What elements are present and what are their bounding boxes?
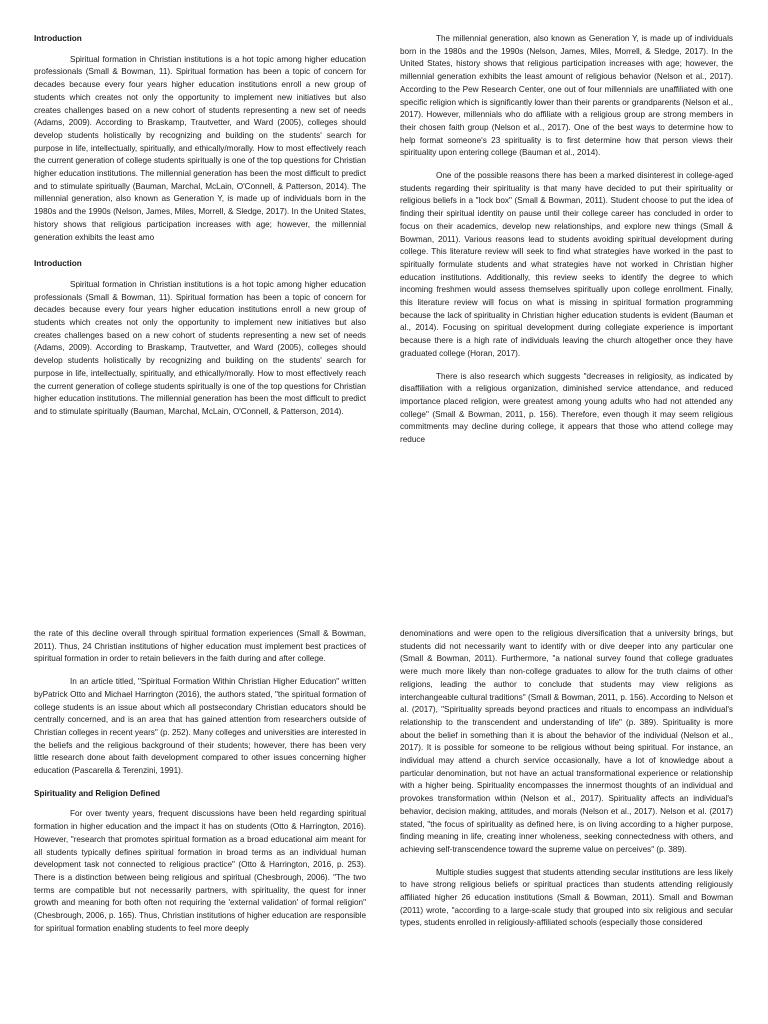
paragraph: For over twenty years, frequent discussions have been held regarding spiritual formation in higher education and the impact it has on students (Otto & Harrington, 2016). However, "research that promotes spiritual formation as a broad educational aim meant for all students typically defines spiritual formation in broad terms as an individual human development task not connected to religious practice" (Otto & Harrington, 2016, p. 253). There is a distinction between being religious and spiritual (Chesbrough, 2006). "The two terms are compatible but not necessarily partners, with spirituality, the quest for inner growth and meaning for both often not requiring the 'external validation' of formal religion" (Chesbrough, 2006, p. 165). Thus, Christian institutions of higher education are responsible for spiritual formation enabling students to feel more deeply <box>34 809 366 933</box>
section-heading: Introduction <box>34 259 82 269</box>
paragraph: In an article titled, "Spiritual Formation Within Christian Higher Education" written byPatrick Otto and Michael Harrington (2016), the authors stated, "the spiritual formation of college students is an issue about which all postsecondary Christian educators should be centrally concerned, and is an area that has gained attention from researchers outside of Christian colleges in recent years" (p. 252). Many colleges and universities are interested in the beliefs and the religious background of their students; however, there has been very little research done about faith development compared to other issues concerning higher education (Pascarella & Terenzini, 1991). <box>34 677 366 776</box>
column-left <box>34 628 366 945</box>
section-heading: Spirituality and Religion Defined <box>34 788 161 798</box>
paragraph: Spiritual formation in Christian institutions is a hot topic among higher education professionals (Small & Bowman, 11). Spiritual formation has been a topic of concern for decades because every four years higher education institutions enroll a new group of students which creates not only the opportunity to implement new initiatives but also creates challenges based on a new cohort of students representing a new set of needs (Adams, 2009). According to Braskamp, Trautvetter, and Ward (2005), colleges should develop students holistically by recognizing and building on the students' search for purpose in life, intellectually, spiritually, and ethically/morally. How to most effectively reach the current generation of college students spiritually is one of the top questions for Christian higher education institutions. The millennial generation has been the most difficult to predict and to stimulate spiritually (Bauman, Marchal, McLain, O'Connell, & Patterson, 2014). The millennial generation, also known as Generation Y, is made up of individuals born in the 1980s and the 1990s (Nelson, James, Miles, Morrell, & Sledge, 2017). In the United States, history shows that religious participation increases with age; however, the millennial generation exhibits the least amo <box>34 54 366 242</box>
paragraph: Multiple studies suggest that students attending secular institutions are less likely to have strong religious beliefs or spiritual practices than students attending religiously affiliated higher 26 education institutions (Small & Bowman, 2011). Small and Bowman (2011) wrote, "according to a large-scale study that grouped into six religious and secular types, students enrolled in religiously-affiliated schools (especially those considered <box>400 867 733 928</box>
column-right <box>400 33 733 457</box>
paragraph: denominations and were open to the religious diversification that a university brings, but students did not necessarily want to identify with or dive deeper into any particular one (Small & Bowman, 2011). Furthermore, "a national survey found that college graduates were much more likely than non-college graduates to allow for the truth claims of other religions, leading the author to conclude that students may view religions as interchangeable cultural traditions" (Small & Bowman, 2011, p. 156). According to Nelson et al. (2017), "Spirituality spreads beyond practices and rituals to encompass an individual's relationship to the transcendent and understanding of life" (p. 389). Spirituality is more about the belief in something than it is about the behavior of the individual (Nelson et al., 2017). It is possible for someone to be religious without being spiritual. For instance, an individual may attend a church service occasionally, have a lot of knowledge about a particular denomination, but not have an actual transformational experience or relationship with a higher being. Spirituality encompasses the innermost thoughts of an individual and provokes transformation within (Nelson et al., 2017). Spirituality affects an individual's behavior, decision making, attitudes, and morals (Nelson et al., 2017). Nelson et al. (2017) stated, "the focus of spirituality as defined here, is on living according to a higher purpose, finding meaning in life, creating inner wholeness, seeking connectedness with others, and achieving self-transcendence toward the supreme value on perceives" (p. 389). <box>400 629 733 854</box>
paragraph: The millennial generation, also known as Generation Y, is made up of individuals born in the 1980s and the 1990s (Nelson, James, Miles, Morrell, & Sledge, 2017). In the United States, history shows that religious participation increases with age; however, the millennial generation exhibits the least amount of religious behavior (Nelson et al., 2017). According to the Pew Research Center, one out of four millennials are unaffiliated with one specific religion which is significantly lower than their parents or grandparents (Nelson et al., 2017). However, millennials who do affiliate with a religious group are strong members in their chosen faith group (Nelson et al., 2017). One of the best ways to determine how to help format someone's 23 spirituality is to first determine how that person views their spirituality upon entering college (Bauman et al., 2014). <box>400 34 733 158</box>
column-left <box>34 33 366 429</box>
page-bottom <box>0 600 768 1024</box>
paragraph: One of the possible reasons there has been a marked disinterest in college-aged students regarding their spirituality is that many have decided to put their spirituality or religious beliefs in a "lock box" (Small & Bowman, 2011). Student choose to put the idea of finding their spiritual identity on pause until their college career has concluded in order to focus on their academics, develop new relationships, and explore new things (Small & Bowman, 2011). Various reasons lead to students avoiding spiritual development during college. This literature review will seek to find what strategies have worked in the past to spiritually formulate students and what strategies have not worked in Christian higher education institutions. Additionally, this review seeks to identify the degree to which incoming freshmen would assess themselves spiritually upon college enrollment. Finally, this literature review will focus on what is missing in spiritual formation programming because the lack of spirituality in Christian higher education students is evident (Bauman et al., 2014). Focusing on spiritual development during collegiate experience is important because there is a high rate of individuals leaving the church altogether once they have graduated college (Horan, 2017). <box>400 171 733 358</box>
paragraph: Spiritual formation in Christian institutions is a hot topic among higher education professionals (Small & Bowman, 11). Spiritual formation has been a topic of concern for decades because every four years higher education institutions enroll a new group of students which creates not only the opportunity to implement new initiatives but also creates challenges based on a new cohort of students representing a new set of needs (Adams, 2009). According to Braskamp, Trautvetter, and Ward (2005), colleges should develop students holistically by recognizing and building on the students' search for purpose in life, intellectually, spiritually, and ethically/morally. How to most effectively reach the current generation of college students spiritually is one of the top questions for Christian higher education institutions. The millennial generation has been the most difficult to predict and to stimulate spiritually (Bauman, Marchal, McLain, O'Connell, & Patterson, 2014). <box>34 279 366 416</box>
paragraph: There is also research which suggests "decreases in religiosity, as indicated by disaffiliation with a religious organization, diminished service attendance, and reduced importance placed religion, were greatest among young adults who had not attended any college" (Small & Bowman, 2011, p. 156). Therefore, even though it may seem religious commitments may decline during college, it appears that those who attend college may reduce <box>400 371 733 445</box>
column-right <box>400 628 733 940</box>
paragraph: the rate of this decline overall through spiritual formation experiences (Small & Bowman, 2011). Thus, 24 Christian institutions of higher education must implement best practices of spiritual formation in order to retain believers in the faith during and after college. <box>34 629 366 664</box>
section-heading: Introduction <box>34 34 82 43</box>
